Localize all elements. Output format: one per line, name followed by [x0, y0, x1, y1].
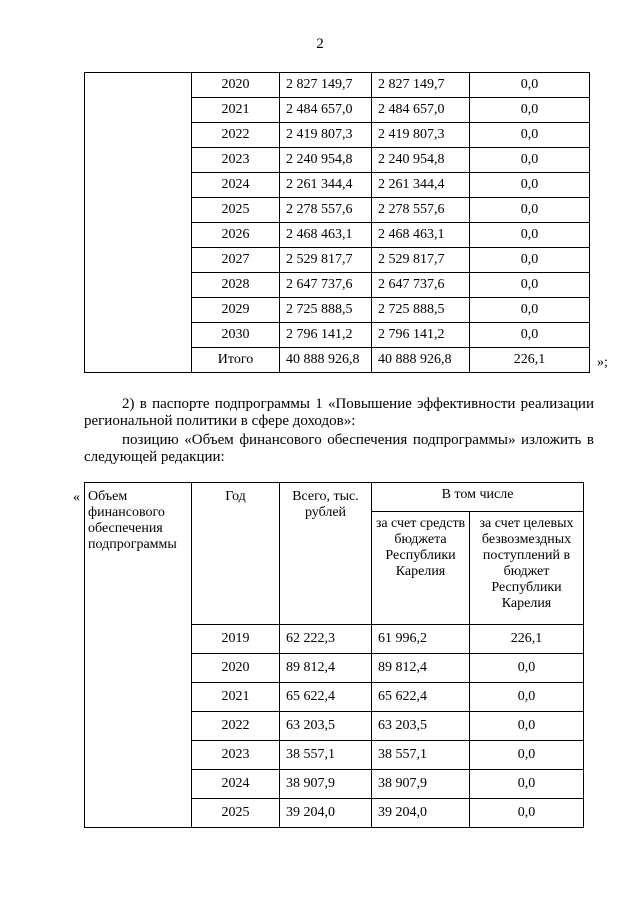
total-cell: 2 278 557,6 — [280, 198, 372, 223]
budget-cell: 61 996,2 — [372, 625, 470, 654]
budget-cell: 2 484 657,0 — [372, 98, 470, 123]
grants-cell: 0,0 — [470, 654, 584, 683]
subprogram-finance-label: Объем финансового обеспечения подпрограммы — [85, 483, 192, 828]
budget-cell: 2 240 954,8 — [372, 148, 470, 173]
grants-cell: 0,0 — [470, 273, 590, 298]
total-cell: 38 907,9 — [280, 770, 372, 799]
year-cell: 2022 — [192, 712, 280, 741]
budget-cell: 2 647 737,6 — [372, 273, 470, 298]
total-cell: 2 796 141,2 — [280, 323, 372, 348]
grants-cell: 0,0 — [470, 712, 584, 741]
finance-table-continuation — [84, 72, 590, 373]
header-budget: за счет средств бюджета Республики Карелия — [372, 512, 470, 625]
year-cell: 2024 — [192, 173, 280, 198]
total-cell: 2 419 807,3 — [280, 123, 372, 148]
budget-cell: 2 278 557,6 — [372, 198, 470, 223]
grants-cell: 0,0 — [470, 198, 590, 223]
subprogram-finance-table — [84, 482, 584, 828]
year-cell: 2025 — [192, 799, 280, 828]
header-year: Год — [192, 483, 280, 625]
year-cell: 2026 — [192, 223, 280, 248]
year-cell: 2028 — [192, 273, 280, 298]
paragraph-item-2: 2) в паспорте подпрограммы 1 «Повышение эффективности реализации региональной политики в сфере доходов»: — [84, 396, 594, 429]
header-grants: за счет целевых безвозмездных поступлений в бюджет Республики Карелия — [470, 512, 584, 625]
year-cell: 2029 — [192, 298, 280, 323]
grants-cell: 0,0 — [470, 799, 584, 828]
budget-cell: 2 529 817,7 — [372, 248, 470, 273]
opening-quote: « — [73, 490, 80, 505]
total-cell: 2 529 817,7 — [280, 248, 372, 273]
total-cell: 40 888 926,8 — [280, 348, 372, 373]
budget-cell: 2 827 149,7 — [372, 73, 470, 98]
total-cell: 39 204,0 — [280, 799, 372, 828]
grants-cell: 226,1 — [470, 348, 590, 373]
total-cell: 89 812,4 — [280, 654, 372, 683]
year-cell: 2030 — [192, 323, 280, 348]
grants-cell: 226,1 — [470, 625, 584, 654]
total-cell: 65 622,4 — [280, 683, 372, 712]
page-number: 2 — [316, 36, 324, 52]
paragraph-position: позицию «Объем финансового обеспечения подпрограммы» изложить в следующей редакции: — [84, 432, 594, 465]
budget-cell: 2 261 344,4 — [372, 173, 470, 198]
budget-cell: 38 557,1 — [372, 741, 470, 770]
closing-quote: »; — [597, 355, 608, 370]
grants-cell: 0,0 — [470, 298, 590, 323]
year-cell: 2023 — [192, 148, 280, 173]
budget-cell: 40 888 926,8 — [372, 348, 470, 373]
year-cell: 2023 — [192, 741, 280, 770]
year-cell: 2022 — [192, 123, 280, 148]
year-cell: Итого — [192, 348, 280, 373]
total-cell: 2 484 657,0 — [280, 98, 372, 123]
label-cell — [85, 73, 192, 373]
year-cell: 2025 — [192, 198, 280, 223]
year-cell: 2020 — [192, 73, 280, 98]
total-cell: 2 468 463,1 — [280, 223, 372, 248]
budget-cell: 39 204,0 — [372, 799, 470, 828]
budget-cell: 63 203,5 — [372, 712, 470, 741]
header-including: В том числе — [372, 483, 584, 512]
year-cell: 2024 — [192, 770, 280, 799]
budget-cell: 2 468 463,1 — [372, 223, 470, 248]
budget-cell: 89 812,4 — [372, 654, 470, 683]
total-cell: 63 203,5 — [280, 712, 372, 741]
grants-cell: 0,0 — [470, 73, 590, 98]
grants-cell: 0,0 — [470, 741, 584, 770]
total-cell: 2 725 888,5 — [280, 298, 372, 323]
total-cell: 2 240 954,8 — [280, 148, 372, 173]
grants-cell: 0,0 — [470, 148, 590, 173]
budget-cell: 38 907,9 — [372, 770, 470, 799]
grants-cell: 0,0 — [470, 123, 590, 148]
year-cell: 2019 — [192, 625, 280, 654]
year-cell: 2021 — [192, 98, 280, 123]
budget-cell: 2 725 888,5 — [372, 298, 470, 323]
budget-cell: 2 419 807,3 — [372, 123, 470, 148]
grants-cell: 0,0 — [470, 248, 590, 273]
total-cell: 62 222,3 — [280, 625, 372, 654]
header-total: Всего, тыс. рублей — [280, 483, 372, 625]
grants-cell: 0,0 — [470, 173, 590, 198]
total-cell: 2 261 344,4 — [280, 173, 372, 198]
year-cell: 2020 — [192, 654, 280, 683]
year-cell: 2027 — [192, 248, 280, 273]
budget-cell: 65 622,4 — [372, 683, 470, 712]
budget-cell: 2 796 141,2 — [372, 323, 470, 348]
grants-cell: 0,0 — [470, 683, 584, 712]
year-cell: 2021 — [192, 683, 280, 712]
total-cell: 2 647 737,6 — [280, 273, 372, 298]
total-cell: 2 827 149,7 — [280, 73, 372, 98]
grants-cell: 0,0 — [470, 98, 590, 123]
total-cell: 38 557,1 — [280, 741, 372, 770]
grants-cell: 0,0 — [470, 323, 590, 348]
grants-cell: 0,0 — [470, 770, 584, 799]
grants-cell: 0,0 — [470, 223, 590, 248]
table-row — [85, 73, 590, 98]
